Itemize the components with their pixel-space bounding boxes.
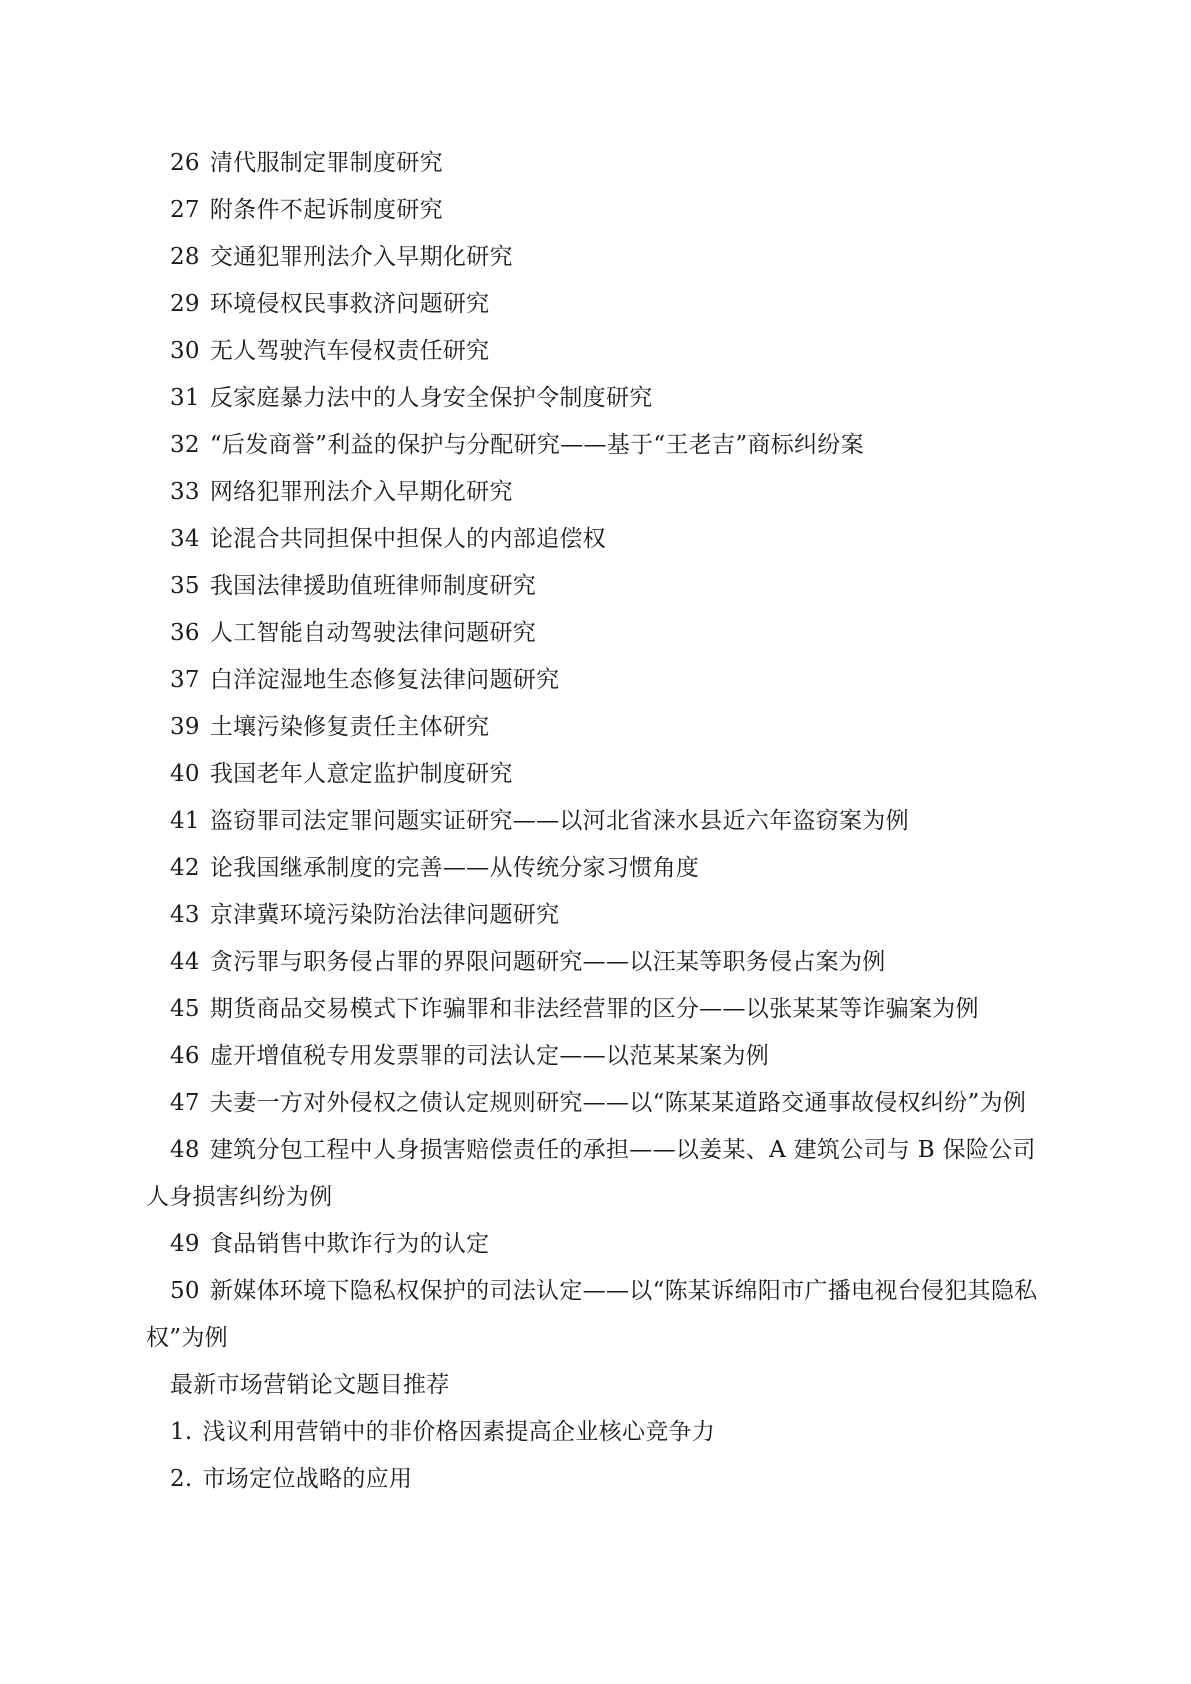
list-item: 1. 浅议利用营销中的非价格因素提高企业核心竞争力 xyxy=(170,1419,716,1445)
list-item: 35 我国法律援助值班律师制度研究 xyxy=(170,573,537,599)
list-item: 29 环境侵权民事救济问题研究 xyxy=(170,291,490,317)
list-item: 32 “后发商誉”利益的保护与分配研究——基于“王老吉”商标纠纷案 xyxy=(170,432,864,458)
section-heading: 最新市场营销论文题目推荐 xyxy=(170,1372,450,1398)
list-item: 26 清代服制定罪制度研究 xyxy=(170,150,443,176)
list-item: 36 人工智能自动驾驶法律问题研究 xyxy=(170,620,537,646)
list-item: 37 白洋淀湿地生态修复法律问题研究 xyxy=(170,667,560,693)
list-item: 46 虚开增值税专用发票罪的司法认定——以范某某案为例 xyxy=(170,1043,770,1069)
list-item: 39 土壤污染修复责任主体研究 xyxy=(170,714,490,740)
list-item: 2. 市场定位战略的应用 xyxy=(170,1466,413,1492)
list-item: 43 京津冀环境污染防治法律问题研究 xyxy=(170,902,560,928)
list-item: 42 论我国继承制度的完善——从传统分家习惯角度 xyxy=(170,855,700,881)
list-item: 49 食品销售中欺诈行为的认定 xyxy=(170,1231,490,1257)
list-item: 33 网络犯罪刑法介入早期化研究 xyxy=(170,479,513,505)
list-item: 28 交通犯罪刑法介入早期化研究 xyxy=(170,244,513,270)
list-item: 34 论混合共同担保中担保人的内部追偿权 xyxy=(170,526,606,552)
list-item: 47 夫妻一方对外侵权之债认定规则研究——以“陈某某道路交通事故侵权纠纷”为例 xyxy=(170,1090,1027,1116)
list-item: 31 反家庭暴力法中的人身安全保护令制度研究 xyxy=(170,385,653,411)
marketing-topics-list xyxy=(146,1409,1047,1503)
list-item: 48 建筑分包工程中人身损害赔偿责任的承担——以姜某、A 建筑公司与 B 保险公司人身损害纠纷为例 xyxy=(146,1137,1036,1210)
list-item: 27 附条件不起诉制度研究 xyxy=(170,197,443,223)
list-item: 50 新媒体环境下隐私权保护的司法认定——以“陈某诉绵阳市广播电视台侵犯其隐私权”为例 xyxy=(146,1278,1038,1351)
list-item: 30 无人驾驶汽车侵权责任研究 xyxy=(170,338,490,364)
list-item: 45 期货商品交易模式下诈骗罪和非法经营罪的区分——以张某某等诈骗案为例 xyxy=(170,996,979,1022)
list-item: 40 我国老年人意定监护制度研究 xyxy=(170,761,513,787)
law-topics-list xyxy=(146,140,1047,1362)
list-item: 44 贪污罪与职务侵占罪的界限问题研究——以汪某等职务侵占案为例 xyxy=(170,949,886,975)
list-item: 41 盗窃罪司法定罪问题实证研究——以河北省涞水县近六年盗窃案为例 xyxy=(170,808,909,834)
